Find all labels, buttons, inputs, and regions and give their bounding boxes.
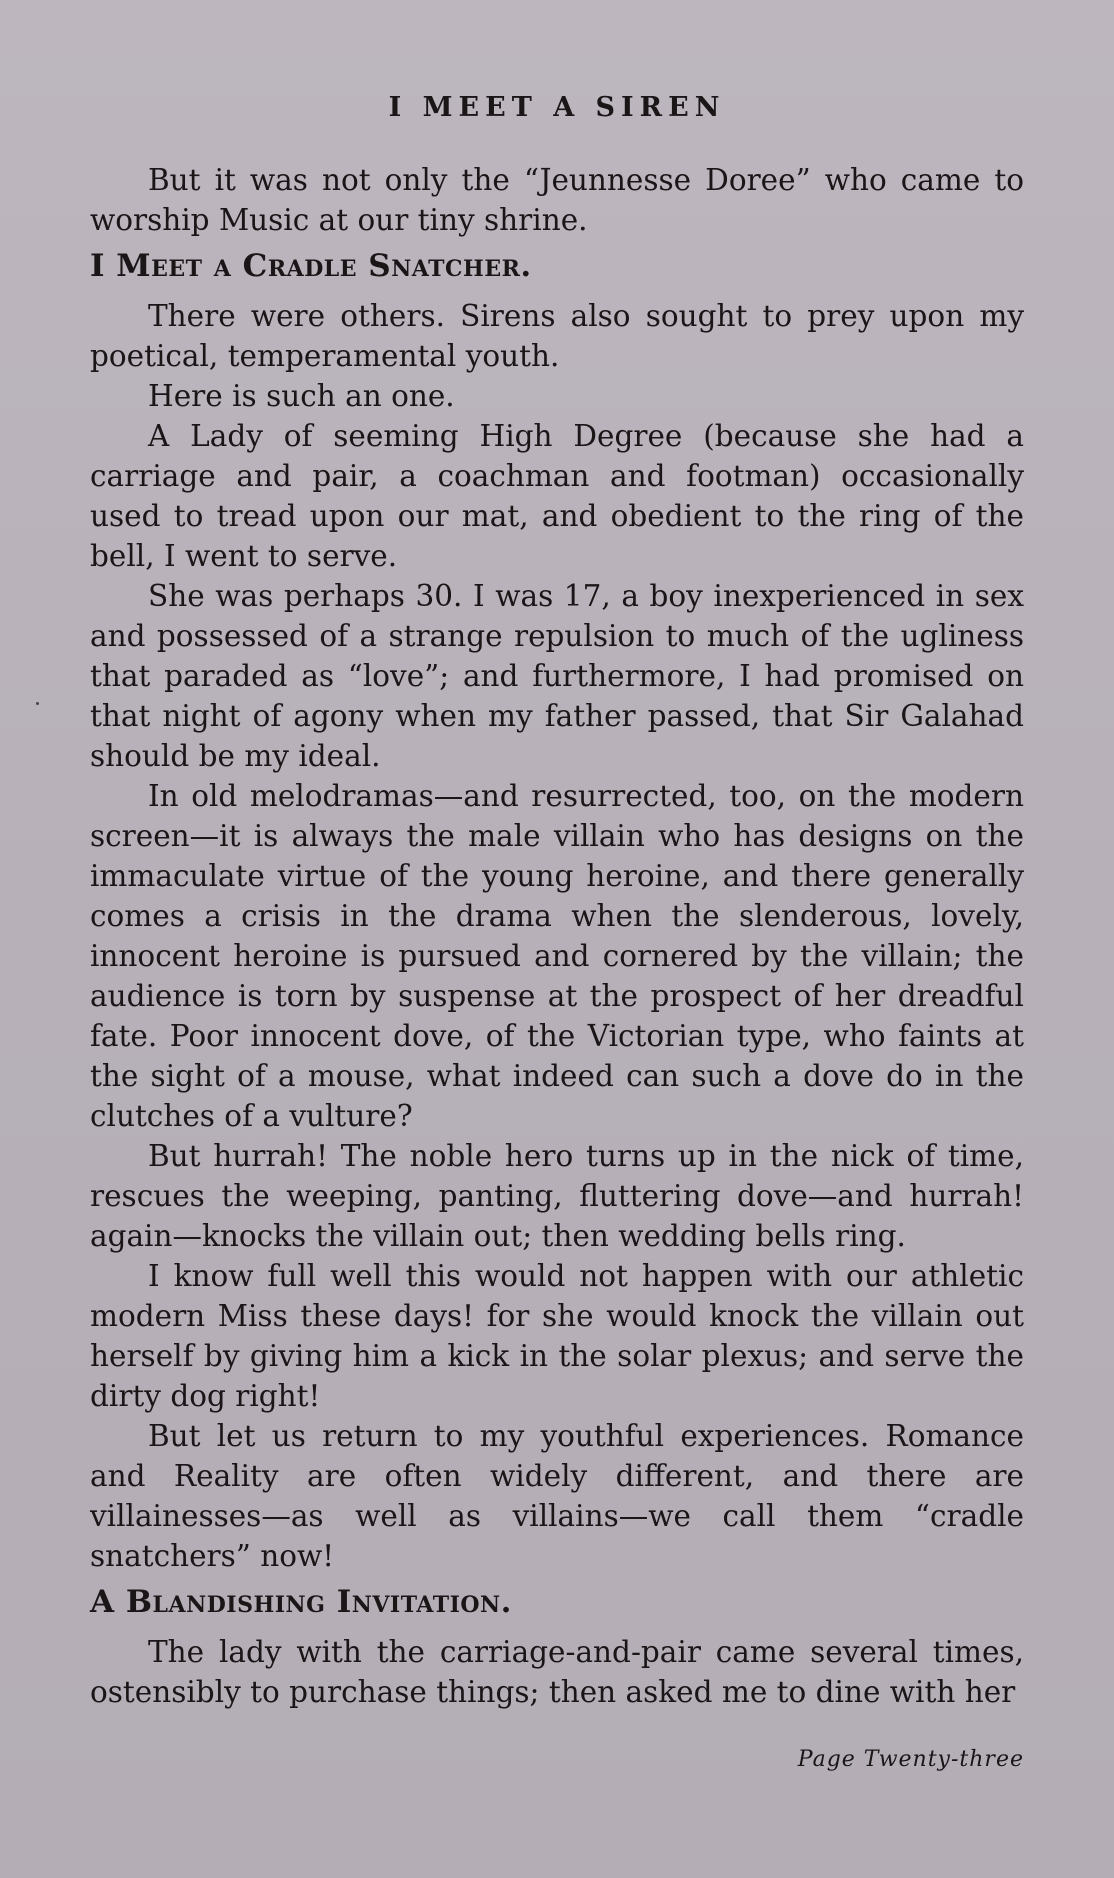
page-number: Page Twenty-three: [797, 1747, 1024, 1772]
paragraph-3: Here is such an one.: [148, 379, 455, 413]
paragraph-1: But it was not only the “Jeunnesse Doree” who came to worship Music at our tiny shrine.: [90, 163, 1024, 237]
paper-speck: [36, 702, 39, 705]
body-text: [90, 160, 1024, 1712]
paragraph-10: The lady with the carriage-and-pair came several times, ostensibly to purchase things; then asked me to dine with her: [90, 1635, 1024, 1709]
paragraph-4: A Lady of seeming High Degree (because she had a carriage and pair, a coachman and footman) occasionally used to tread upon our mat, and obedient to the ring of the bell, I went to serve.: [90, 419, 1024, 573]
section-heading-blandishing-invitation: A Blandishing Invitation.: [90, 1584, 512, 1620]
paragraph-5: She was perhaps 30. I was 17, a boy inexperienced in sex and possessed of a strange repulsion to much of the ugliness that paraded as “love”; and furthermore, I had promised on that night of agony when my father passed, that Sir Galahad should be my ideal.: [90, 579, 1024, 773]
paragraph-8: I know full well this would not happen with our athletic modern Miss these days! for she would knock the villain out herself by giving him a kick in the solar plexus; and serve the dirty dog right!: [90, 1259, 1024, 1413]
paragraph-7: But hurrah! The noble hero turns up in the nick of time, rescues the weeping, panting, fluttering dove—and hurrah! again—knocks the villain out; then wedding bells ring.: [90, 1139, 1024, 1253]
paragraph-2: There were others. Sirens also sought to prey upon my poetical, temperamental youth.: [90, 299, 1024, 373]
paragraph-6: In old melodramas—and resurrected, too, on the modern screen—it is always the male villain who has designs on the immaculate virtue of the young heroine, and there generally comes a crisis in the drama when the slenderous, lovely, innocent heroine is pursued and cornered by the villain; the audience is torn by suspense at the prospect of her dreadful fate. Poor innocent dove, of the Victorian type, who faints at the sight of a mouse, what indeed can such a dove do in the clutches of a vulture?: [90, 779, 1024, 1133]
section-heading-cradle-snatcher: I Meet a Cradle Snatcher.: [90, 248, 532, 284]
running-head: I MEET A SIREN: [388, 92, 726, 123]
paragraph-9: But let us return to my youthful experiences. Romance and Reality are often widely different, and there are villainesses—as well as villains—we call them “cradle snatchers” now!: [90, 1419, 1024, 1573]
